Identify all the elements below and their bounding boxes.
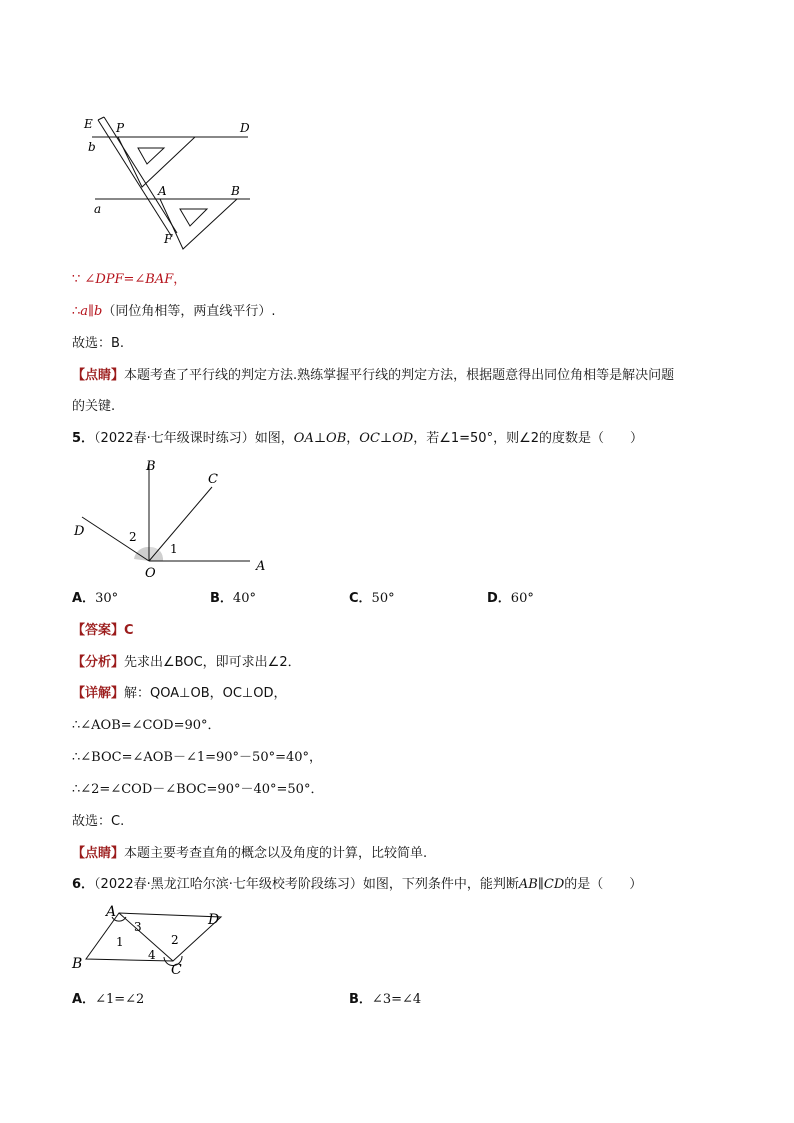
q5-answer: 【答案】C [72,623,134,638]
question-5-stem: 5．（2022春·七年级课时练习）如图，OA⊥OB，OC⊥OD，若∠1=50°，则∠2的度数是（ ） [72,431,643,446]
angle-label-1: 1 [170,542,178,556]
label-a: a [94,202,102,216]
question-6-stem: 6．（2022春·黑龙江哈尔滨·七年级校考阶段练习）如图，下列条件中，能判断AB∥CD的是（ ） [72,877,643,892]
angle-label-1: 1 [116,935,124,949]
label-D: D [74,524,85,539]
q5-analysis: 【分析】先求出∠BOC，即可求出∠2． [72,655,301,670]
label-F: F [164,232,173,246]
label-A: A [256,559,266,574]
q5-option-b[interactable]: B．40° [210,591,256,606]
q6-option-b[interactable]: B．∠3=∠4 [349,992,422,1007]
comment-q4-line1: 【点睛】本题考查了平行线的判定方法.熟练掌握平行线的判定方法，根据题意得出同位角相等是解决问题 [72,368,675,383]
label-B: B [72,956,83,972]
label-A: A [158,184,167,198]
q5-comment: 【点睛】本题主要考查直角的概念以及角度的计算，比较简单. [72,846,428,861]
choice-line-q4: 故选：B. [72,336,125,351]
q5-option-d[interactable]: D．60° [487,591,534,606]
label-D: D [208,912,220,928]
angle-label-2: 2 [129,530,137,544]
parallelogram-figure [68,900,238,980]
label-b: b [88,140,96,154]
label-C: C [171,962,182,978]
label-C: C [208,472,218,487]
label-O: O [145,566,156,580]
angle-figure [70,455,280,580]
therefore-line: ∴a∥b（同位角相等，两直线平行）. [72,304,276,319]
label-B: B [231,184,240,198]
q5-option-c[interactable]: C．50° [349,591,395,606]
label-A: A [106,904,117,920]
q5-detail: 【详解】解：QOA⊥OB，OC⊥OD， [72,686,287,701]
angle-label-3: 3 [134,920,142,934]
label-D: D [240,121,250,135]
parallel-lines-figure [80,110,280,250]
q5-choice: 故选：C. [72,814,125,829]
q5-step-1: ∴∠AOB=∠COD=90°． [72,718,221,733]
q5-step-3: ∴∠2=∠COD－∠BOC=90°－40°=50°． [72,782,324,797]
label-P: P [116,121,125,135]
q6-option-a[interactable]: A．∠1=∠2 [72,992,145,1007]
angle-label-4: 4 [148,948,156,962]
label-B: B [146,459,156,474]
comment-q4-line2: 的关键. [72,399,116,414]
q5-step-2: ∴∠BOC=∠AOB－∠1=90°－50°=40°， [72,750,323,765]
q5-option-a[interactable]: A．30° [72,591,119,606]
because-line: ∵ ∠DPF=∠BAF， [72,272,187,287]
label-E: E [84,117,93,131]
angle-label-2: 2 [171,933,179,947]
